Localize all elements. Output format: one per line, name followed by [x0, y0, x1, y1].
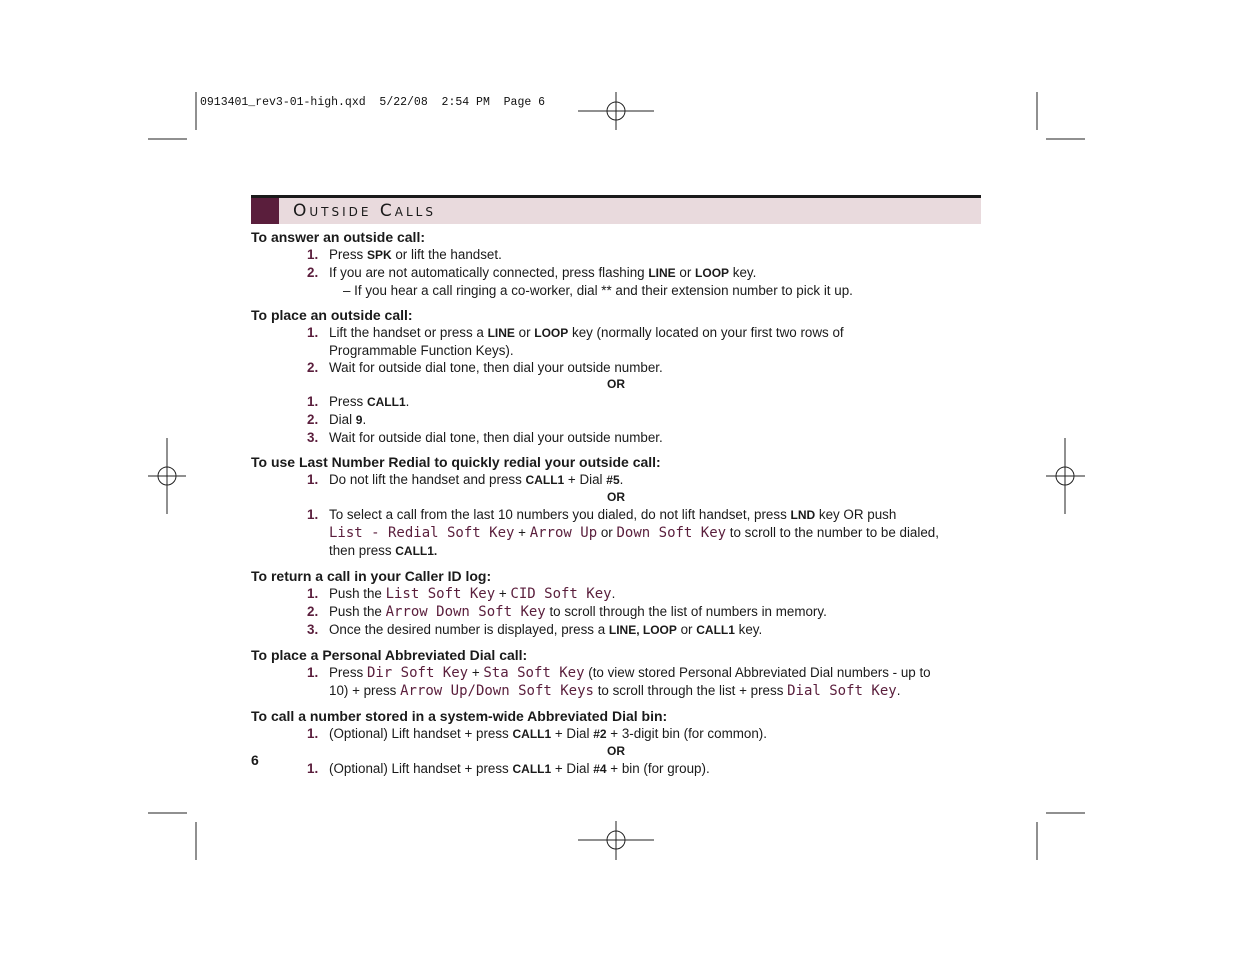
text: + Dial — [551, 726, 594, 741]
text: to scroll through the list + press — [593, 683, 788, 698]
section-heading: To place an outside call: — [251, 307, 413, 323]
text: to scroll to the number to be dialed, — [726, 525, 939, 540]
text: or lift the handset. — [391, 247, 502, 262]
list-item — [251, 411, 986, 429]
instructions — [251, 229, 986, 786]
text: Once the desired number is displayed, press a — [329, 622, 609, 637]
key-label: LINE, LOOP — [608, 623, 677, 637]
text: + — [514, 525, 530, 540]
text: key. — [729, 265, 757, 280]
step-number: 2. — [307, 360, 319, 375]
page-number: 6 — [251, 752, 259, 768]
text: Dial — [329, 412, 356, 427]
text: Press — [329, 665, 367, 680]
step-number: 1. — [307, 586, 319, 601]
text: Programmable Function Keys). — [329, 343, 514, 358]
soft-key-label: List - Redial Soft Key — [329, 525, 515, 541]
step-number: 1. — [307, 665, 319, 680]
step-number: 1. — [307, 394, 319, 409]
soft-key-label: Dial Soft Key — [787, 683, 897, 699]
text: Wait for outside dial tone, then dial your outside number. — [329, 360, 663, 375]
list-item — [251, 393, 986, 411]
section-header — [251, 195, 981, 224]
text: . — [362, 412, 367, 427]
soft-key-label: Down Soft Key — [616, 525, 727, 541]
list-item — [251, 506, 986, 560]
section-heading: To return a call in your Caller ID log: — [251, 568, 492, 584]
text: (Optional) Lift handset + press — [329, 761, 513, 776]
key-label: #5 — [606, 473, 620, 487]
soft-key-label: Dir Soft Key — [366, 665, 469, 681]
text: then press — [329, 543, 396, 558]
header-color-block — [251, 198, 279, 224]
key-label: CALL1. — [395, 544, 438, 558]
text: (Optional) Lift handset + press — [329, 726, 513, 741]
key-label: #2 — [593, 727, 607, 741]
step-number: 1. — [307, 325, 319, 340]
system-abbreviated-dial-section — [251, 708, 986, 778]
text: key OR push — [815, 507, 897, 522]
section-heading: To call a number stored in a system-wide Abbreviated Dial bin: — [251, 708, 668, 724]
soft-key-label: Arrow Up/Down Soft Keys — [400, 683, 594, 699]
step-number: 3. — [307, 622, 319, 637]
text: Press — [329, 394, 367, 409]
section-heading: To answer an outside call: — [251, 229, 426, 245]
text: or — [514, 325, 535, 340]
key-label: LND — [790, 508, 816, 522]
registration-mark-top — [578, 92, 654, 130]
list-item — [251, 725, 986, 743]
list-item — [251, 603, 986, 621]
text: . — [619, 472, 624, 487]
text: Press — [329, 247, 367, 262]
or-separator: OR — [607, 490, 625, 504]
step-number: 1. — [307, 761, 319, 776]
file-slug: 0913401_rev3-01-high.qxd 5/22/08 2:54 PM Page 6 — [200, 96, 546, 109]
key-label: CALL1 — [366, 395, 406, 409]
text: + — [495, 586, 511, 601]
list-item — [251, 471, 986, 489]
text: or — [597, 525, 617, 540]
text: . — [405, 394, 410, 409]
place-outside-call-section — [251, 307, 986, 446]
caller-id-section — [251, 568, 986, 639]
personal-abbreviated-dial-section — [251, 647, 986, 700]
key-label: #4 — [593, 762, 607, 776]
step-number: 1. — [307, 726, 319, 741]
answer-outside-call-section — [251, 229, 986, 299]
key-label: CALL1 — [696, 623, 735, 637]
list-item — [251, 760, 986, 778]
text: or — [675, 265, 696, 280]
or-separator: OR — [607, 744, 625, 758]
text: key. — [734, 622, 763, 637]
registration-mark-right — [1046, 438, 1085, 514]
soft-key-label: Arrow Down Soft Key — [385, 604, 546, 620]
list-item — [251, 585, 986, 603]
key-label: CALL1 — [512, 762, 552, 776]
text: + 3-digit bin (for common). — [606, 726, 767, 741]
list-item — [251, 664, 986, 700]
registration-mark-bottom — [578, 821, 654, 860]
text: Lift the handset or press a — [329, 325, 488, 340]
step-number: 1. — [307, 507, 319, 522]
text: . — [896, 683, 901, 698]
or-separator: OR — [607, 377, 625, 391]
step-number: 2. — [307, 265, 319, 280]
text: Push the — [329, 586, 386, 601]
text: Do not lift the handset and press — [329, 472, 526, 487]
list-item — [251, 359, 986, 376]
soft-key-label: Arrow Up — [529, 525, 598, 541]
list-item — [251, 429, 986, 446]
registration-mark-left — [148, 438, 186, 514]
step-number: 1. — [307, 247, 319, 262]
key-label: 9 — [355, 413, 363, 427]
text: + — [468, 665, 484, 680]
text: to scroll through the list of numbers in memory. — [545, 604, 827, 619]
section-heading: To use Last Number Redial to quickly redial your outside call: — [251, 454, 661, 470]
sub-item: – If you hear a call ringing a co-worker, dial ** and their extension number to pick it up. — [343, 283, 853, 298]
list-item — [251, 621, 986, 639]
key-label: CALL1 — [525, 473, 565, 487]
text: or — [676, 622, 697, 637]
key-label: LINE — [648, 266, 676, 280]
text: (to view stored Personal Abbreviated Dial numbers - up to — [584, 665, 931, 680]
key-label: LOOP — [695, 266, 730, 280]
text: key (normally located on your first two rows of — [568, 325, 844, 340]
text: + bin (for group). — [606, 761, 710, 776]
text: Wait for outside dial tone, then dial your outside number. — [329, 430, 663, 445]
page-title: Outside Calls — [293, 201, 436, 221]
text: 10) + press — [329, 683, 401, 698]
key-label: LINE — [487, 326, 515, 340]
list-item — [251, 264, 986, 282]
text: To select a call from the last 10 numbers you dialed, do not lift handset, press — [329, 507, 791, 522]
key-label: SPK — [366, 248, 392, 262]
soft-key-label: List Soft Key — [385, 586, 496, 602]
step-number: 3. — [307, 430, 319, 445]
step-number: 1. — [307, 472, 319, 487]
text: Push the — [329, 604, 386, 619]
last-number-redial-section — [251, 454, 986, 560]
soft-key-label: CID Soft Key — [510, 586, 612, 602]
key-label: LOOP — [534, 326, 569, 340]
text: If you are not automatically connected, press flashing — [329, 265, 649, 280]
section-heading: To place a Personal Abbreviated Dial call: — [251, 647, 528, 663]
step-number: 2. — [307, 412, 319, 427]
text: + Dial — [551, 761, 594, 776]
text: + Dial — [564, 472, 607, 487]
step-number: 2. — [307, 604, 319, 619]
list-item — [251, 246, 986, 264]
soft-key-label: Sta Soft Key — [483, 665, 585, 681]
key-label: CALL1 — [512, 727, 552, 741]
text: . — [611, 586, 616, 601]
list-item — [251, 324, 986, 359]
